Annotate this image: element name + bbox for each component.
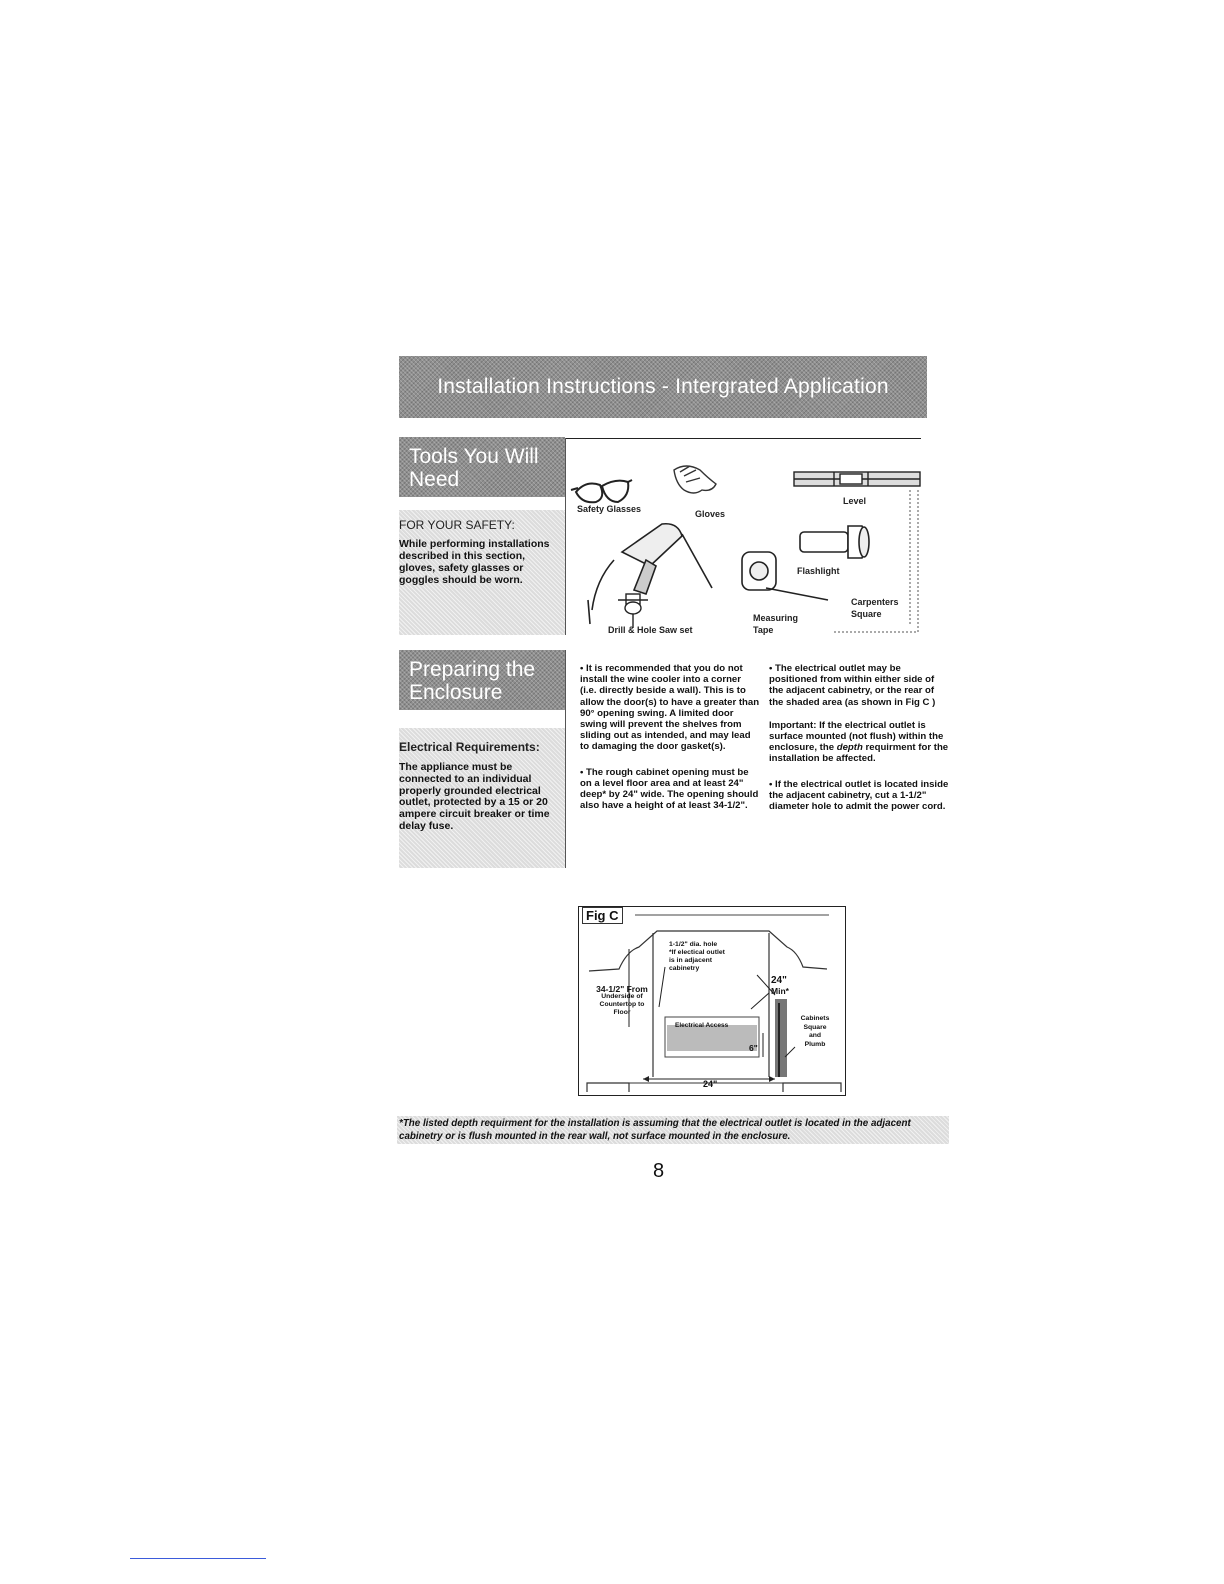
fig-c-height-note	[591, 985, 653, 1017]
electrical-title: Electrical Requirements:	[399, 740, 540, 754]
safety-text: While performing installations described in this section, gloves, safety glasses or goggles should be worn.	[399, 538, 550, 586]
height-note-2: Countertop to	[599, 1001, 645, 1008]
electrical-box	[399, 728, 565, 868]
fig-c-hole-note	[669, 941, 725, 973]
important-text-b: requirment for the installation be affected.	[769, 742, 949, 765]
drill-icon	[588, 524, 712, 624]
square-note-3: and	[808, 1032, 822, 1039]
measuring-tape-icon	[742, 552, 828, 600]
prep-heading	[399, 650, 565, 710]
electrical-text: The appliance must be connected to an individual properly grounded electrical outlet, protected by a 15 or 20 ampere circuit breaker or time delay fuse.	[399, 761, 550, 832]
safety-glasses-icon	[571, 480, 632, 502]
level-icon	[794, 472, 920, 486]
label-level: Level	[843, 496, 867, 506]
tools-heading	[399, 437, 565, 497]
bottom-rule	[130, 1558, 266, 1559]
prep-col2-important	[769, 720, 949, 765]
fig-c-width-label: 24"	[703, 1079, 718, 1089]
label-gloves: Gloves	[695, 509, 726, 519]
banner-title: Installation Instructions - Intergrated Application	[437, 375, 889, 398]
prep-col2-para1: • The electrical outlet may be positioned from within either side of the adjacent cabinetry, or the rear of the shaded area (as shown in Fig C )	[769, 663, 936, 708]
label-carpenters-square: Carpenters Square	[851, 597, 899, 619]
footnote: *The listed depth requirment for the installation is assuming that the electrical outlet is located in the adjacent cabinetry or is flush mounted in the rear wall, not surface mounted in the enclosure.	[397, 1116, 949, 1144]
hole-note-2: *If electical outlet	[669, 949, 725, 956]
label-drill: Drill & Hole Saw set	[608, 625, 693, 635]
safety-title: FOR YOUR SAFETY:	[399, 518, 515, 532]
tools-heading-text: Tools You Will Need	[409, 445, 539, 491]
page-number: 8	[653, 1160, 665, 1182]
prep-col2-para3: • If the electrical outlet is located inside the adjacent cabinetry, cut a 1-1/2" diameter hole to admit the power cord.	[769, 778, 949, 813]
square-note-4: Plumb	[804, 1040, 826, 1048]
prep-heading-text: Preparing the Enclosure	[409, 658, 536, 704]
important-text-a: If the electrical outlet is surface mounted (not flush) within the enclosure, the	[769, 719, 944, 754]
important-depth: depth	[836, 742, 863, 754]
hole-note-4: cabinetry	[669, 965, 700, 972]
fig-c	[578, 906, 846, 1096]
important-label: Important:	[769, 719, 817, 731]
prep-col1-para1: • It is recommended that you do not install the wine cooler into a corner (i.e. directly beside a wall). This is to allow the door(s) to have a greater than 90° opening swing. A limited door swing will prevent the shelves from sliding out as intended, and may lead to damaging the door gasket(s).	[580, 663, 760, 753]
height-value: 34-1/2" From	[596, 984, 648, 994]
square-note-1: Cabinets	[800, 1015, 830, 1022]
hole-saw-icon	[618, 594, 648, 628]
gloves-icon	[674, 466, 716, 493]
square-note-2: Square	[803, 1023, 827, 1031]
prep-column-1	[580, 663, 760, 819]
fig-c-access-label: Electrical Access	[675, 1022, 729, 1029]
fig-c-depth	[771, 975, 789, 997]
depth-value: 24"	[771, 975, 787, 986]
fig-c-title: Fig C	[582, 907, 623, 924]
height-note-1: Underside of	[601, 993, 643, 1000]
flashlight-icon	[800, 526, 869, 558]
label-measuring-tape: Measuring Tape	[753, 613, 799, 635]
hole-note-3: is in adjacent	[669, 957, 713, 964]
fig-c-six-label: 6"	[749, 1043, 758, 1053]
page-banner	[399, 356, 927, 418]
label-safety-glasses: Safety Glasses	[577, 504, 642, 514]
label-flashlight: Flashlight	[797, 566, 840, 576]
depth-note: Min*	[771, 986, 789, 996]
height-note-3: Floor	[613, 1009, 631, 1016]
tools-top-rule	[565, 438, 921, 439]
fig-c-square-note	[793, 1015, 837, 1049]
prep-side-rule	[565, 650, 566, 868]
safety-box	[399, 510, 565, 635]
hole-note-1: 1-1/2" dia. hole	[669, 941, 718, 948]
prep-column-2	[769, 663, 949, 820]
prep-col1-para2: • The rough cabinet opening must be on a level floor area and at least 24" deep* by 24" wide. The opening should also have a height of at least 34-1/2".	[580, 766, 759, 812]
